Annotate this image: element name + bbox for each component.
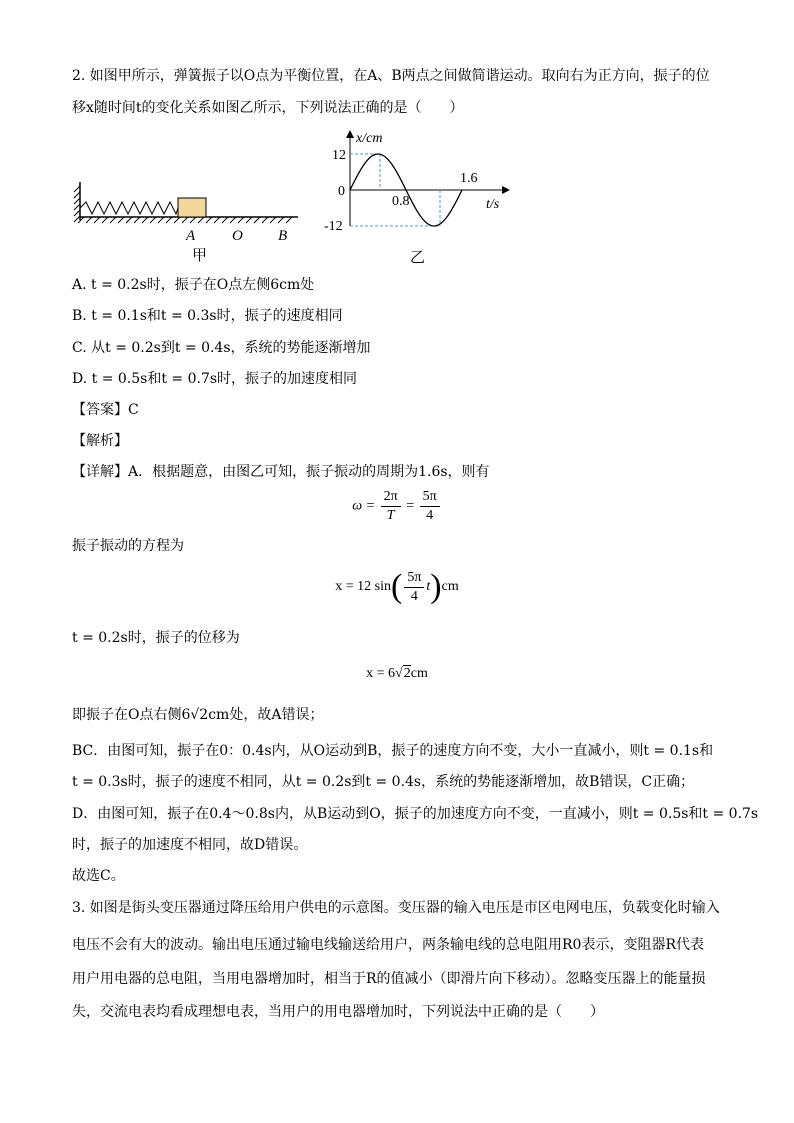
q2-stem-line-1: 2. 如图甲所示，弹簧振子以O点为平衡位置，在A、B两点之间做简谐运动。取向右为正方向，振子的位 xyxy=(72,68,710,84)
label-A: A xyxy=(186,228,196,244)
q3-line-4: 失，交流电表均看成理想电表，当用户的用电器增加时，下列说法中正确的是（ ） xyxy=(72,1004,604,1020)
eq1-lhs: ω = xyxy=(352,498,376,514)
tick-12: 12 xyxy=(332,148,346,163)
tick-0.8: 0.8 xyxy=(392,194,410,209)
q3-line-1: 3. 如图是街头变压器通过降压给用户供电的示意图。变压器的输入电压是市区电网电压，负载变化时输入 xyxy=(72,900,720,916)
eq1-den-2: 4 xyxy=(426,508,434,523)
eq2-frac xyxy=(404,569,424,606)
eq2-t: t xyxy=(426,579,431,595)
eq1-num-2: 5π xyxy=(420,488,440,507)
equation-x: x = 12 sin( $\frac{5\pi}{4}$ t)cm xyxy=(335,568,459,605)
eq1-den-1: T xyxy=(386,508,395,523)
q3-line-3: 用户用电器的总电阻，当用电器增加时，相当于R的值减小（即滑片向下移动）。忽略变压器上的能量损 xyxy=(72,971,706,987)
figure-yi-caption: 乙 xyxy=(410,248,426,266)
figure-yi-chart xyxy=(320,126,520,266)
label-B: B xyxy=(278,228,288,244)
choose: 故选C。 xyxy=(72,868,125,884)
eq2-lhs: x = 12 sin xyxy=(335,579,391,595)
option-A: A. t = 0.2s时，振子在O点左侧6cm处 xyxy=(72,277,315,293)
eq2-num: 5π xyxy=(404,569,424,588)
tick-1.6: 1.6 xyxy=(460,171,478,186)
equation-x-value: x = 6√2cm xyxy=(366,666,428,681)
q3-line-2: 电压不会有大的波动。输出电压通过输电线输送给用户，两条输电线的总电阻用R0表示，变阻器R代表 xyxy=(72,937,704,953)
eq3-lhs: x = 6 xyxy=(366,666,396,681)
q2-stem-line-2: 移x随时间t的变化关系如图乙所示，下列说法正确的是（ ） xyxy=(72,100,464,116)
eq3-rad: 2 xyxy=(403,666,411,681)
eq2-den: 4 xyxy=(410,588,418,604)
eq1-frac-2 xyxy=(420,488,440,525)
option-D: D. t = 0.5s和t = 0.7s时，振子的加速度相同 xyxy=(72,371,358,387)
text-conclusion-a: 即振子在O点右侧6√2cm处，故A错误； xyxy=(72,707,324,723)
option-B: B. t = 0.1s和t = 0.3s时，振子的速度相同 xyxy=(72,308,343,324)
figure-jia-caption: 甲 xyxy=(192,248,208,264)
detail-line-1: 【详解】A．根据题意，由图乙可知，振子振动的周期为1.6s，则有 xyxy=(72,464,490,480)
bc-line-1: BC．由图可知，振子在0：0.4s内，从O运动到B，振子的速度方向不变，大小一直减小，则t = 0.1s和 xyxy=(72,743,714,759)
option-C: C. 从t = 0.2s到t = 0.4s，系统的势能逐渐增加 xyxy=(72,340,371,356)
tick-0: 0 xyxy=(338,184,345,199)
y-axis-label: x/cm xyxy=(356,131,383,146)
equation-omega xyxy=(0,488,794,525)
d-line-2: 时，振子的加速度不相同，故D错误。 xyxy=(72,837,308,853)
label-O: O xyxy=(232,228,243,244)
text-equation-intro: 振子振动的方程为 xyxy=(72,538,184,554)
oscillator-block xyxy=(178,198,206,217)
eq3-unit: cm xyxy=(410,666,428,681)
tick-neg-12: -12 xyxy=(324,219,343,234)
analysis-title: 【解析】 xyxy=(72,433,128,449)
text-t02: t = 0.2s时，振子的位移为 xyxy=(72,630,240,646)
bc-line-2: t = 0.3s时，振子的速度不相同，从t = 0.2s到t = 0.4s，系统的势能逐渐增加，故B错误，C正确； xyxy=(72,774,695,790)
answer: 【答案】C xyxy=(72,402,139,418)
eq2-unit: cm xyxy=(441,579,459,595)
eq1-num-1: 2π xyxy=(381,488,401,507)
figure-jia-spring-oscillator xyxy=(70,170,330,270)
eq1-frac-1 xyxy=(381,488,401,525)
x-axis-label: t/s xyxy=(486,197,500,212)
spring xyxy=(80,202,178,214)
eq1-equals: = xyxy=(406,498,415,514)
d-line-1: D．由图可知，振子在0.4～0.8s内，从B运动到O，振子的加速度方向不变，一直减小，则t = 0.5s和t = 0.7s xyxy=(72,806,759,822)
